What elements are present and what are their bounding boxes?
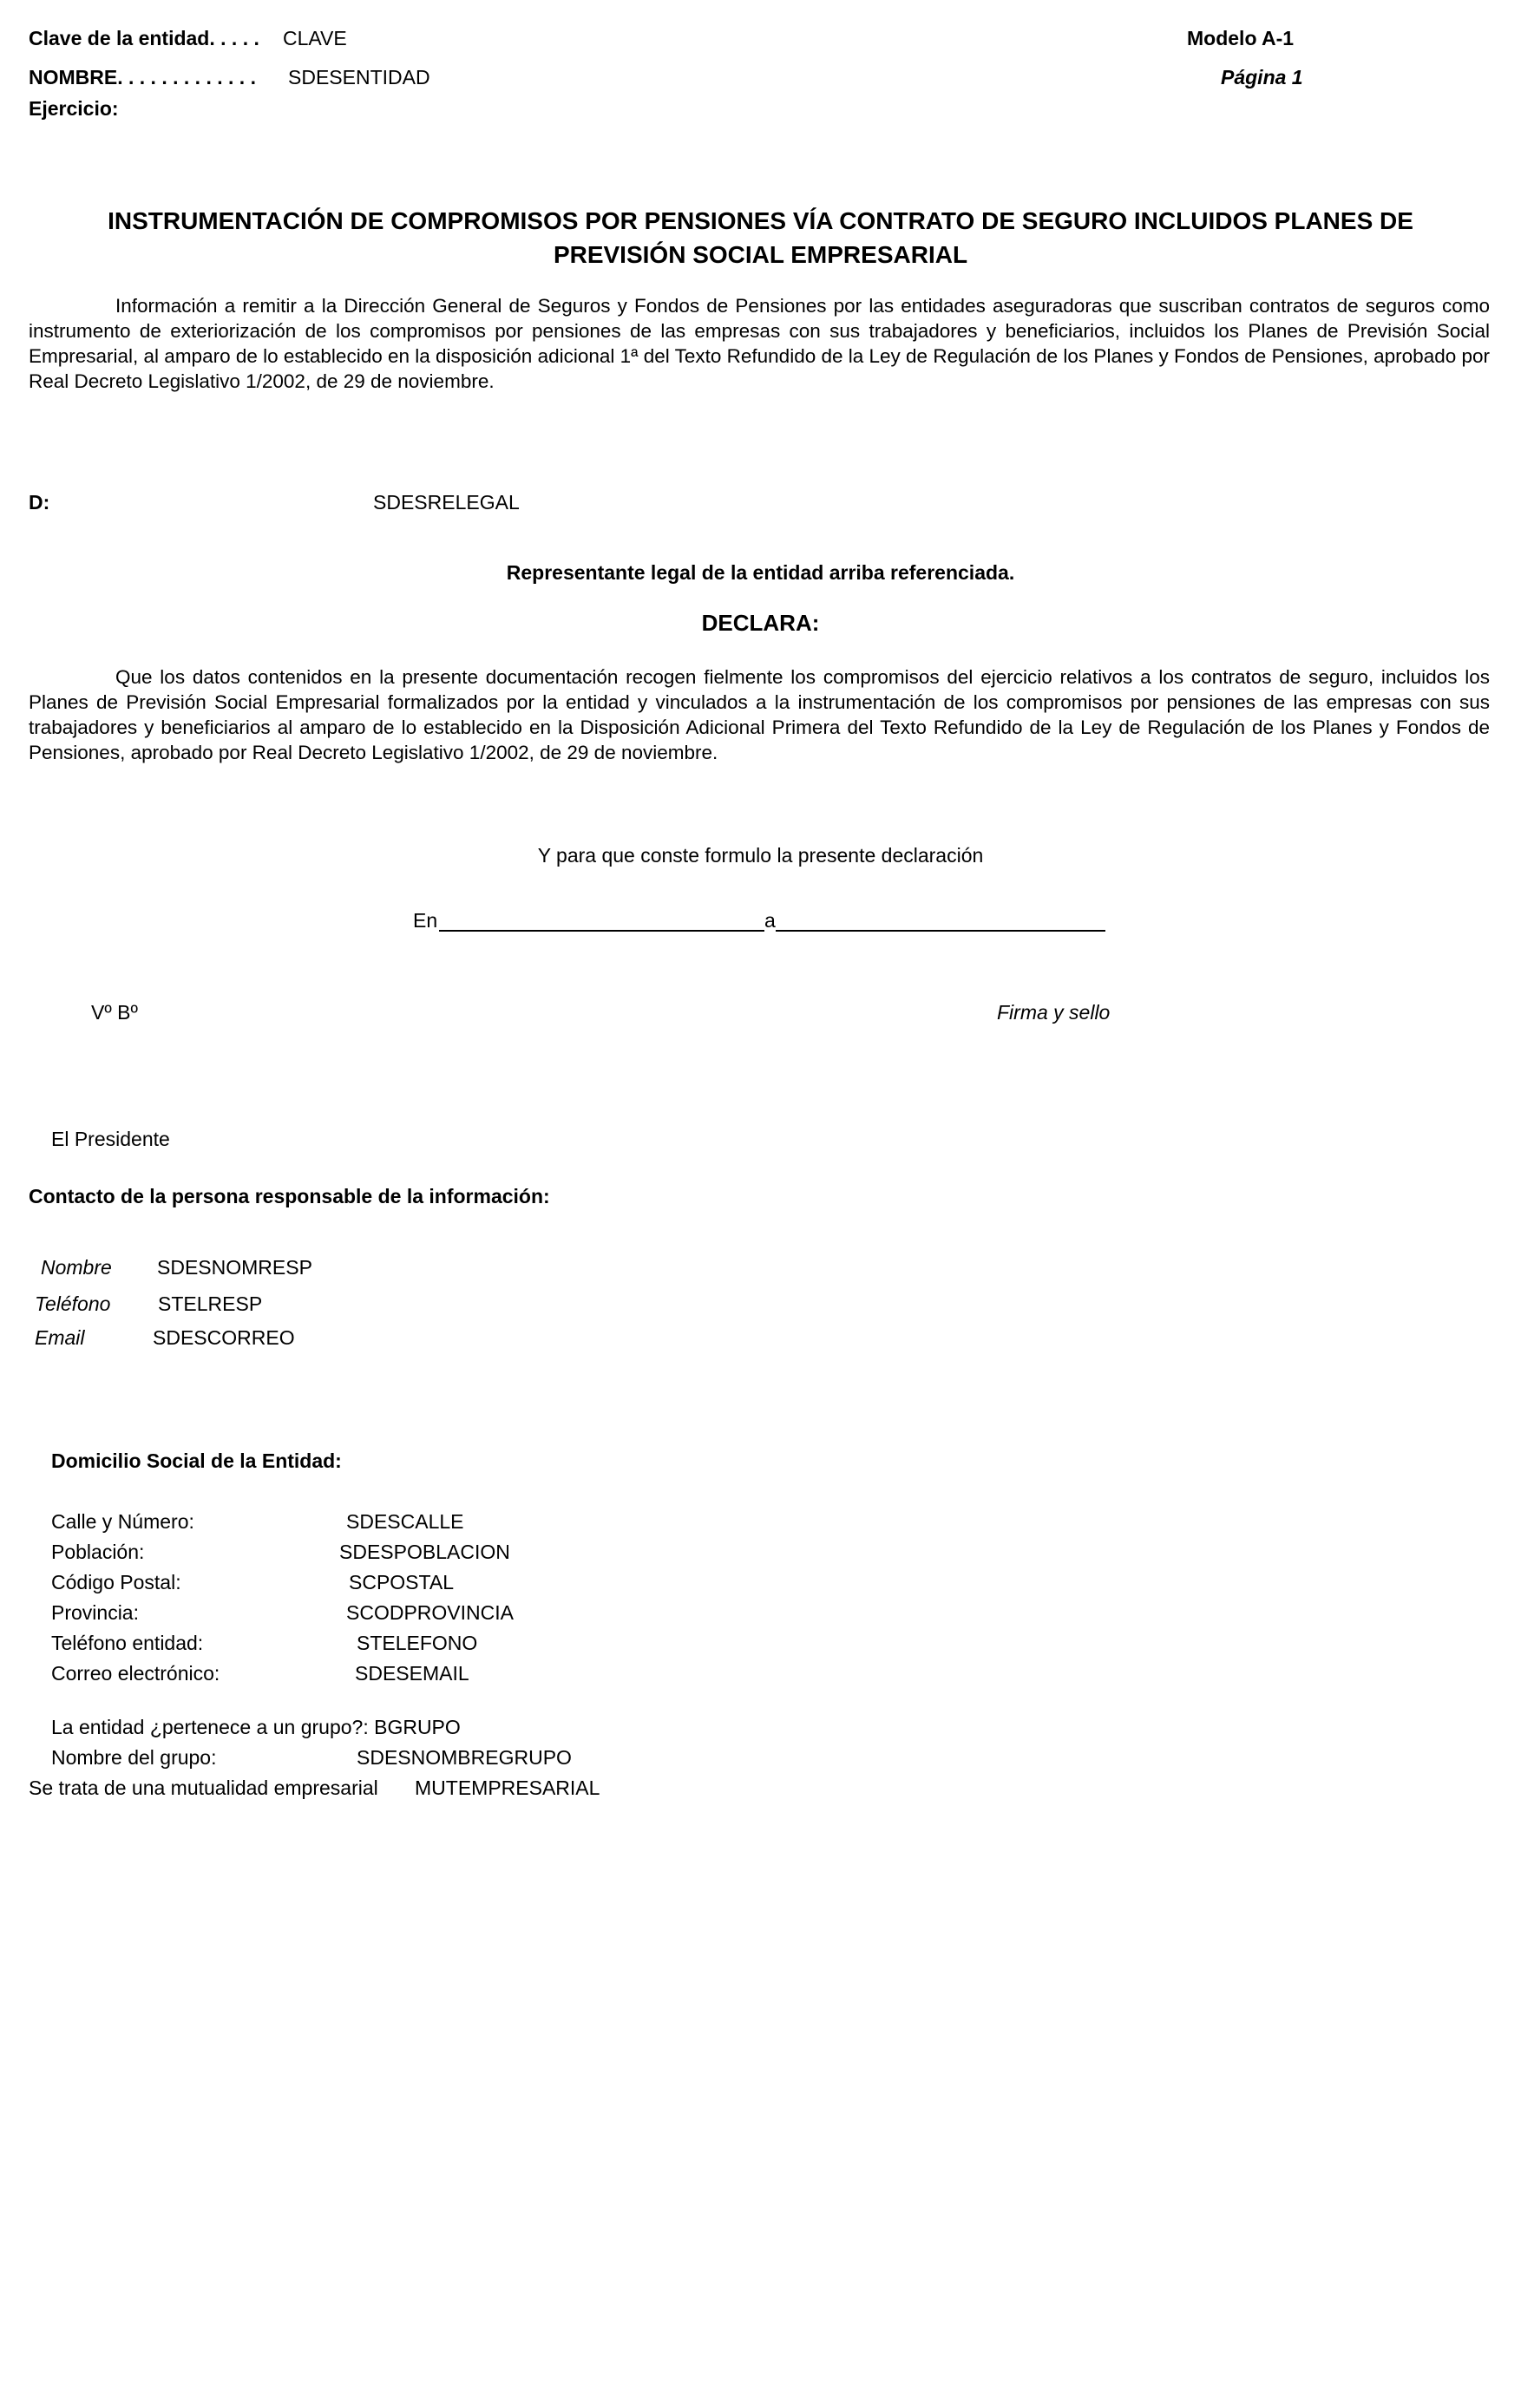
place-blank-line [439,930,764,932]
representative-caption: Representante legal de la entidad arriba referenciada. [506,561,1015,584]
clave-value: CLAVE [283,27,347,49]
correo-label: Correo electrónico: [51,1662,220,1685]
declara-text: Que los datos contenidos en la presente documentación recogen fielmente los compromisos del ejercicio relativos a los contratos de seguro, incluidos los Planes de Previsión Social Empresarial formalizados por la entidad y vinculados a la instrumentación de los compromisos por pensiones de las empresas con sus trabajadores y beneficiarios al amparo de lo establecido en la Disposición Adicional Primera del Texto Refundido de la Ley de Regulación de los Planes y Fondos de Pensiones, aprobado por Real Decreto Legislativo 1/2002, de 29 de noviembre. [29,666,1490,763]
codigo-postal-value: SCPOSTAL [349,1571,454,1593]
calle-label: Calle y Número: [51,1510,194,1533]
representative-value: SDESRELEGAL [373,491,520,514]
clave-label: Clave de la entidad. . . . . [29,27,259,49]
a-label: a [764,909,776,932]
contact-email-label: Email [35,1326,85,1349]
pagina-label: Página 1 [1221,66,1303,88]
mutualidad-value: MUTEMPRESARIAL [415,1777,600,1799]
nombre-value: SDESENTIDAD [288,66,430,88]
declara-paragraph [29,664,1490,765]
title-line-2: PREVISIÓN SOCIAL EMPRESARIAL [553,241,968,268]
contact-telefono-label: Teléfono [35,1292,111,1315]
declara-heading: DECLARA: [701,610,820,636]
intro-paragraph [29,293,1490,394]
en-label: En [413,909,438,932]
grupo-nombre-value: SDESNOMBREGRUPO [357,1746,572,1769]
grupo-nombre-label: Nombre del grupo: [51,1746,217,1769]
contact-nombre-label: Nombre [41,1256,112,1279]
modelo-label: Modelo A-1 [1187,27,1295,49]
contact-email-value: SDESCORREO [153,1326,295,1349]
telefono-entidad-label: Teléfono entidad: [51,1632,204,1654]
codigo-postal-label: Código Postal: [51,1571,181,1593]
nombre-label: NOMBRE. . . . . . . . . . . . . [29,66,256,88]
provincia-value: SCODPROVINCIA [346,1601,514,1624]
representative-label: D: [29,491,50,514]
ejercicio-label: Ejercicio: [29,97,119,120]
grupo-question: La entidad ¿pertenece a un grupo?: BGRUPO [51,1716,461,1738]
poblacion-value: SDESPOBLACION [339,1541,510,1563]
closing-statement: Y para que conste formulo la presente declaración [537,844,984,867]
domicilio-heading: Domicilio Social de la Entidad: [51,1449,342,1472]
date-blank-line [776,930,1105,932]
contact-heading: Contacto de la persona responsable de la información: [29,1185,550,1207]
title-line-1: INSTRUMENTACIÓN DE COMPROMISOS POR PENSIONES VÍA CONTRATO DE SEGURO INCLUIDOS PLANES DE [108,207,1413,234]
presidente-label: El Presidente [51,1128,170,1150]
calle-value: SDESCALLE [346,1510,464,1533]
contact-nombre-value: SDESNOMRESP [157,1256,312,1279]
intro-text: Información a remitir a la Dirección General de Seguros y Fondos de Pensiones por las entidades aseguradoras que suscriban contratos de seguros como instrumento de exteriorización de los compromisos por pensiones de las empresas con sus trabajadores y beneficiarios, incluidos los Planes de Previsión Social Empresarial, al amparo de lo establecido en la disposición adicional 1ª del Texto Refundido de la Ley de Regulación de los Planes y Fondos de Pensiones, aprobado por Real Decreto Legislativo 1/2002, de 29 de noviembre. [29,295,1490,392]
provincia-label: Provincia: [51,1601,139,1624]
poblacion-label: Población: [51,1541,145,1563]
correo-value: SDESEMAIL [355,1662,469,1685]
telefono-entidad-value: STELEFONO [357,1632,478,1654]
contact-telefono-value: STELRESP [158,1292,263,1315]
mutualidad-label: Se trata de una mutualidad empresarial [29,1777,378,1799]
vobo-label: Vº Bº [91,1001,138,1024]
firma-label: Firma y sello [997,1001,1111,1024]
